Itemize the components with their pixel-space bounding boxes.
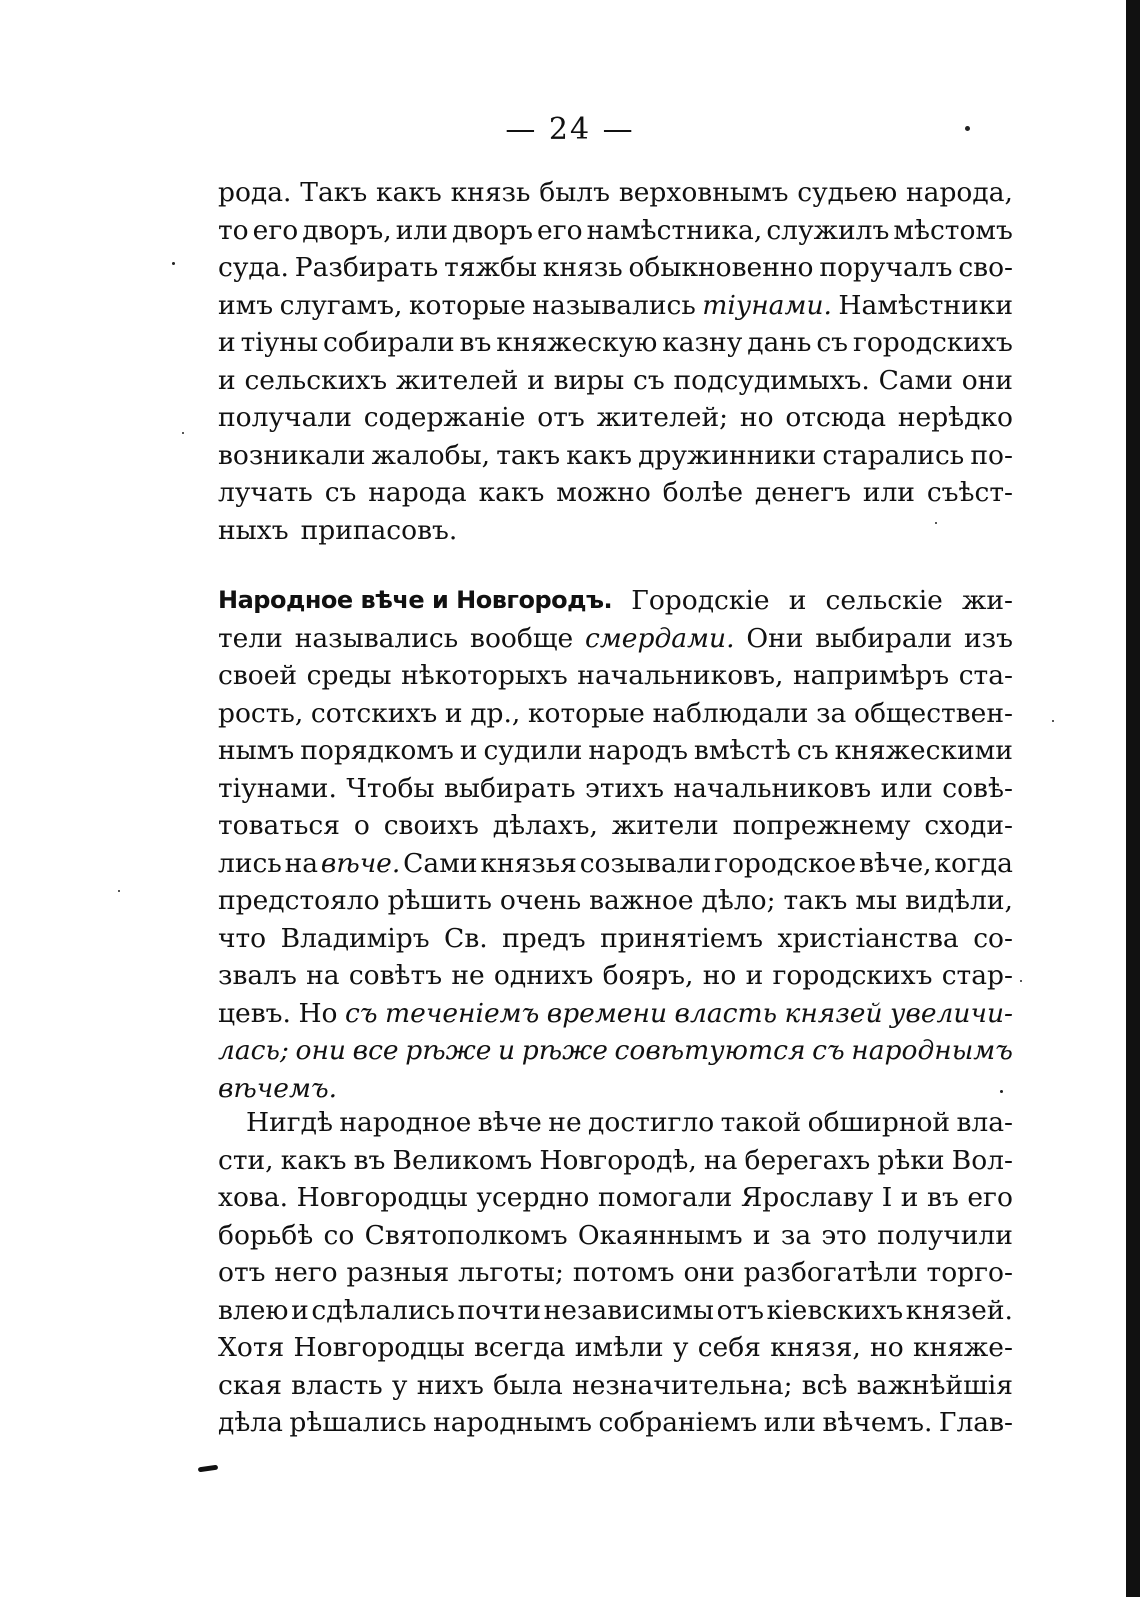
word: Св.: [444, 922, 488, 954]
word: князья: [480, 847, 577, 879]
text-line: [218, 1404, 1013, 1442]
text-line: [218, 1142, 1013, 1180]
word: смердами.: [584, 622, 735, 654]
text-line: [218, 770, 1013, 808]
text-line: [218, 1217, 1013, 1255]
text-line: [218, 1292, 1013, 1330]
word: у: [391, 1369, 408, 1401]
word: сво-: [958, 252, 1013, 283]
word: своей: [218, 660, 298, 691]
word: стар-: [941, 960, 1013, 991]
word: какъ: [280, 1144, 347, 1176]
word: можно: [556, 477, 651, 508]
word: которые: [408, 289, 526, 321]
scan-speck: [1052, 720, 1054, 722]
word: и: [459, 735, 478, 766]
word: или: [862, 477, 915, 508]
word: по-: [970, 439, 1013, 471]
word: жители: [611, 810, 719, 841]
word: Чтобы: [346, 772, 435, 804]
word: князь: [450, 177, 531, 208]
page-number: — 24 —: [505, 112, 635, 147]
word: тіунами.: [702, 289, 832, 321]
word: Хотя: [218, 1332, 285, 1363]
word: важное: [589, 885, 694, 916]
word: виры: [553, 364, 625, 396]
word: въ: [927, 1182, 959, 1213]
word: денегъ: [754, 477, 851, 508]
word: кіевскихъ: [766, 1294, 904, 1326]
word: своихъ: [383, 810, 479, 841]
word: но: [870, 1332, 904, 1363]
word: получили: [877, 1219, 1013, 1251]
word: нымъ: [218, 735, 295, 766]
word: очень: [499, 885, 582, 916]
word: совѣтуются: [614, 1035, 806, 1066]
word: теченіемъ: [385, 997, 540, 1029]
word: тяжбы: [444, 252, 537, 283]
word: то: [218, 214, 249, 246]
word: была: [493, 1369, 563, 1401]
word: и: [291, 1294, 309, 1326]
word: разныя: [346, 1257, 450, 1288]
word: Великомъ: [392, 1144, 533, 1176]
word: рѣже: [405, 1035, 492, 1066]
word: этихъ: [584, 772, 664, 804]
word: былъ: [539, 177, 610, 208]
word: или: [395, 214, 448, 246]
word: Городскіе: [631, 585, 770, 616]
word: совѣтъ: [348, 960, 443, 991]
word: сельскихъ: [244, 364, 388, 396]
word: князей: [784, 997, 883, 1029]
word: Намѣстники: [838, 289, 1013, 321]
word: Ярославу: [740, 1182, 874, 1213]
word: они: [961, 364, 1013, 396]
word: Святополкомъ: [364, 1219, 568, 1251]
word: Сами: [878, 364, 953, 396]
word: имъ: [218, 289, 274, 321]
text-line: [218, 695, 1013, 733]
word: усердно: [476, 1182, 590, 1213]
word: вѣче: [477, 1107, 542, 1138]
text-line: [218, 1329, 1013, 1367]
scan-speck: [935, 522, 937, 524]
word: дань: [747, 327, 812, 358]
word: и: [752, 1219, 771, 1251]
word: нерѣдко: [897, 402, 1013, 433]
word: влею: [218, 1294, 289, 1326]
text-line: [218, 807, 1013, 845]
word: его: [537, 214, 583, 246]
word: у: [672, 1332, 689, 1363]
word: Вол-: [951, 1144, 1013, 1176]
word: верховнымъ: [618, 177, 789, 208]
word: почти: [457, 1294, 541, 1326]
word: содержаніе: [363, 402, 526, 433]
text-line: [218, 620, 1013, 658]
word: жителей;: [596, 402, 729, 433]
word: льготы;: [458, 1257, 564, 1288]
word: съ: [816, 327, 849, 358]
word: съ: [345, 997, 378, 1029]
word: жи-: [961, 585, 1013, 616]
text-line: [218, 582, 1013, 620]
word: времени: [546, 997, 668, 1029]
word: нихъ: [416, 1369, 484, 1401]
word: назывались: [532, 289, 696, 321]
text-line: [218, 437, 1013, 475]
word: вѣчемъ.: [822, 1407, 933, 1438]
word: наблюдали: [652, 697, 809, 729]
word: и: [900, 1182, 919, 1213]
word: власть: [674, 997, 778, 1029]
word: князя,: [770, 1332, 861, 1363]
word: среды: [306, 660, 392, 691]
word: на: [306, 960, 340, 991]
word: суда.: [218, 252, 289, 283]
text-line: [218, 249, 1013, 287]
word: рѣшить: [387, 885, 492, 916]
word: какъ: [478, 477, 545, 508]
word: со: [323, 1219, 355, 1251]
word: разбогатѣли: [743, 1257, 918, 1288]
paragraph-1: [218, 174, 1013, 549]
word: но: [702, 960, 737, 991]
word: др.,: [470, 697, 521, 729]
word: отъ: [537, 402, 585, 433]
word: достигло: [588, 1107, 715, 1138]
word: не: [451, 960, 485, 991]
word: имѣли: [574, 1332, 664, 1363]
word: Глав-: [938, 1407, 1013, 1438]
text-line: [218, 1032, 1013, 1070]
word: выбирать: [444, 772, 576, 804]
word: съѣст-: [926, 477, 1013, 508]
word: себя: [697, 1332, 761, 1363]
word: видѣли,: [905, 885, 1013, 916]
word: или: [880, 772, 933, 804]
text-line: [218, 324, 1013, 362]
word: ныхъ: [218, 514, 289, 546]
word: выбирали: [815, 622, 953, 654]
text-line: [218, 1179, 1013, 1217]
word: Такъ: [300, 177, 368, 208]
word: такой: [720, 1107, 802, 1138]
word: что: [218, 922, 267, 954]
word: обширной: [807, 1107, 951, 1138]
text-line: [218, 399, 1013, 437]
word: рѣки: [877, 1144, 945, 1176]
word: напримѣръ: [792, 660, 950, 691]
word: бояръ,: [602, 960, 694, 991]
word: со-: [973, 922, 1013, 954]
word: вла-: [956, 1107, 1013, 1138]
text-line: [218, 474, 1013, 512]
word: князь: [542, 252, 623, 283]
text-line: [218, 1070, 1013, 1108]
word: служилъ: [766, 214, 890, 246]
word: Но: [298, 997, 338, 1029]
word: берегахъ: [744, 1144, 871, 1176]
word: которые: [527, 697, 645, 729]
scan-speck: [1000, 1090, 1003, 1093]
word: торго-: [926, 1257, 1013, 1288]
word: помогали: [597, 1182, 733, 1213]
word: и: [444, 697, 463, 729]
word: на: [284, 847, 319, 879]
word: мы: [855, 885, 898, 916]
word: лась;: [218, 1035, 289, 1066]
word: въ: [353, 1144, 386, 1176]
text-line: [218, 362, 1013, 400]
word: начальниковъ,: [577, 660, 784, 691]
word: городское: [714, 847, 857, 879]
word: Новгородѣ,: [539, 1144, 697, 1176]
scan-speck: [182, 432, 184, 434]
word: рѣже: [521, 1035, 608, 1066]
scan-edge: [1126, 0, 1140, 1597]
text-line: [218, 882, 1013, 920]
word: народъ: [588, 735, 688, 766]
word: увеличи-: [890, 997, 1013, 1029]
word: Сами: [403, 847, 478, 879]
text-line: [218, 920, 1013, 958]
section-heading: Народное вѣче и Новгородъ.: [218, 586, 613, 614]
word: съ: [324, 477, 357, 508]
word: независимы: [543, 1294, 714, 1326]
word: такъ: [783, 885, 848, 916]
word: жалобы,: [371, 439, 491, 471]
word: незначительна;: [572, 1369, 793, 1401]
scan-speck: [172, 262, 175, 265]
paragraph-2: [218, 582, 1013, 1107]
word: княжескими: [834, 735, 1013, 766]
word: судили: [483, 735, 583, 766]
word: собирали: [322, 327, 455, 358]
word: получали: [218, 402, 352, 433]
paragraph-3: [218, 1104, 1013, 1442]
word: рода.: [218, 177, 292, 208]
word: дружинники: [638, 439, 817, 471]
word: поручалъ: [819, 252, 953, 283]
word: борьбѣ: [218, 1219, 314, 1251]
word: народнымъ: [851, 1035, 1013, 1066]
word: дѣлахъ,: [492, 810, 598, 841]
word: сти,: [218, 1144, 274, 1176]
word: христіанства: [777, 922, 959, 954]
word: Окаяннымъ: [577, 1219, 743, 1251]
word: обыкновенно: [628, 252, 814, 283]
word: когда: [934, 847, 1013, 879]
word: Новгородцы: [296, 1182, 468, 1213]
word: княже-: [912, 1332, 1013, 1363]
word: сдѣлались: [311, 1294, 455, 1326]
scan-speck: [1020, 980, 1022, 982]
word: съ: [796, 735, 829, 766]
word: казну: [662, 327, 743, 358]
word: отъ: [716, 1294, 765, 1326]
word: народа: [368, 477, 467, 508]
word: городскихъ: [772, 960, 933, 991]
word: они: [683, 1257, 735, 1288]
word: созывали: [579, 847, 712, 879]
text-line: [218, 212, 1013, 250]
word: вѣче,: [859, 847, 932, 879]
word: сельскіе: [825, 585, 943, 616]
word: народнымъ: [433, 1407, 592, 1438]
word: дворъ: [451, 214, 533, 246]
word: вообще: [470, 622, 574, 654]
word: слугамъ,: [279, 289, 403, 321]
word: ская: [218, 1369, 282, 1401]
word: попрежнему: [732, 810, 911, 841]
word: возникали: [218, 439, 366, 471]
word: за: [780, 1219, 812, 1251]
word: жителей: [395, 364, 519, 396]
word: лучать: [218, 477, 313, 508]
word: и: [498, 1035, 516, 1066]
scan-speck: [118, 890, 120, 892]
word: какъ: [566, 439, 633, 471]
ink-mark: [198, 1465, 219, 1473]
word: принятіемъ: [600, 922, 764, 954]
word: старались: [822, 439, 965, 471]
word: тіунами.: [218, 772, 337, 804]
word: съ: [812, 1035, 845, 1066]
word: цевъ.: [218, 997, 291, 1029]
word: такъ: [496, 439, 561, 471]
text-line: [218, 957, 1013, 995]
word: князей.: [905, 1294, 1013, 1326]
word: I: [881, 1182, 893, 1213]
word: подсудимыхъ.: [673, 364, 870, 396]
text-line: [218, 512, 1013, 550]
text-line: [218, 1254, 1013, 1292]
word: совѣ-: [942, 772, 1013, 804]
word: начальниковъ: [673, 772, 872, 804]
word: ста-: [958, 660, 1013, 691]
word: въ: [459, 327, 492, 358]
word: изъ: [963, 622, 1013, 654]
word: но: [739, 402, 774, 433]
word: хова.: [218, 1182, 289, 1213]
word: порядкомъ: [300, 735, 454, 766]
word: важнѣйшія: [856, 1369, 1013, 1401]
word: судьею: [797, 177, 898, 208]
word: городскихъ: [852, 327, 1013, 358]
text-line: [218, 732, 1013, 770]
word: рость,: [218, 697, 304, 729]
word: товаться: [218, 810, 340, 841]
word: Владиміръ: [280, 922, 430, 954]
word: отъ: [218, 1257, 266, 1288]
word: собраніемъ: [598, 1407, 758, 1438]
text-line: [218, 657, 1013, 695]
word: сходи-: [924, 810, 1013, 841]
word: вѣчемъ.: [218, 1072, 338, 1104]
text-line: [218, 845, 1013, 883]
word: припасовъ.: [300, 514, 458, 546]
word: Разбирать: [294, 252, 439, 283]
word: и: [218, 364, 236, 396]
word: тели: [218, 622, 283, 654]
word: вѣче.: [320, 847, 401, 879]
word: какъ: [376, 177, 442, 208]
word: мѣстомъ: [893, 214, 1013, 246]
text-line: [218, 995, 1013, 1033]
word: за: [816, 697, 847, 729]
word: о: [353, 810, 370, 841]
word: всѣ: [801, 1369, 848, 1401]
word: предъ: [502, 922, 586, 954]
word: народа,: [906, 177, 1013, 208]
word: и: [788, 585, 807, 616]
word: его: [252, 214, 299, 246]
word: лись: [218, 847, 282, 879]
word: звалъ: [218, 960, 297, 991]
word: рѣшались: [289, 1407, 427, 1438]
word: или: [763, 1407, 816, 1438]
word: его: [967, 1182, 1013, 1213]
word: дворъ,: [302, 214, 392, 246]
word: однихъ: [493, 960, 594, 991]
word: отсюда: [785, 402, 887, 433]
word: болѣе: [662, 477, 744, 508]
word: и: [218, 327, 236, 358]
word: Новгородцы: [293, 1332, 465, 1363]
word: и: [527, 364, 545, 396]
word: дѣла: [218, 1407, 283, 1438]
word: всегда: [474, 1332, 566, 1363]
text-line: [218, 287, 1013, 325]
word: Они: [746, 622, 804, 654]
text-line: [218, 174, 1013, 212]
word: вмѣстѣ: [693, 735, 791, 766]
word: все: [352, 1035, 399, 1066]
word: сотскихъ: [310, 697, 438, 729]
word: намѣстника,: [586, 214, 763, 246]
text-line: [218, 1104, 1013, 1142]
word: него: [274, 1257, 338, 1288]
text-line: [218, 1367, 1013, 1405]
word: потомъ: [572, 1257, 675, 1288]
word: княжескую: [496, 327, 658, 358]
scan-speck: [965, 126, 970, 131]
word: назывались: [294, 622, 459, 654]
word: нѣкоторыхъ: [401, 660, 568, 691]
word: дѣло;: [701, 885, 776, 916]
word: не: [548, 1107, 582, 1138]
word: власть: [291, 1369, 383, 1401]
word: съ: [633, 364, 665, 396]
word: тіуны: [240, 327, 319, 358]
word: предстояло: [218, 885, 380, 916]
word: на: [703, 1144, 738, 1176]
word: это: [821, 1219, 867, 1251]
word: они: [295, 1035, 346, 1066]
word: Нигдѣ: [246, 1107, 333, 1138]
word: народное: [339, 1107, 472, 1138]
word: обществен-: [853, 697, 1013, 729]
word: и: [745, 960, 764, 991]
